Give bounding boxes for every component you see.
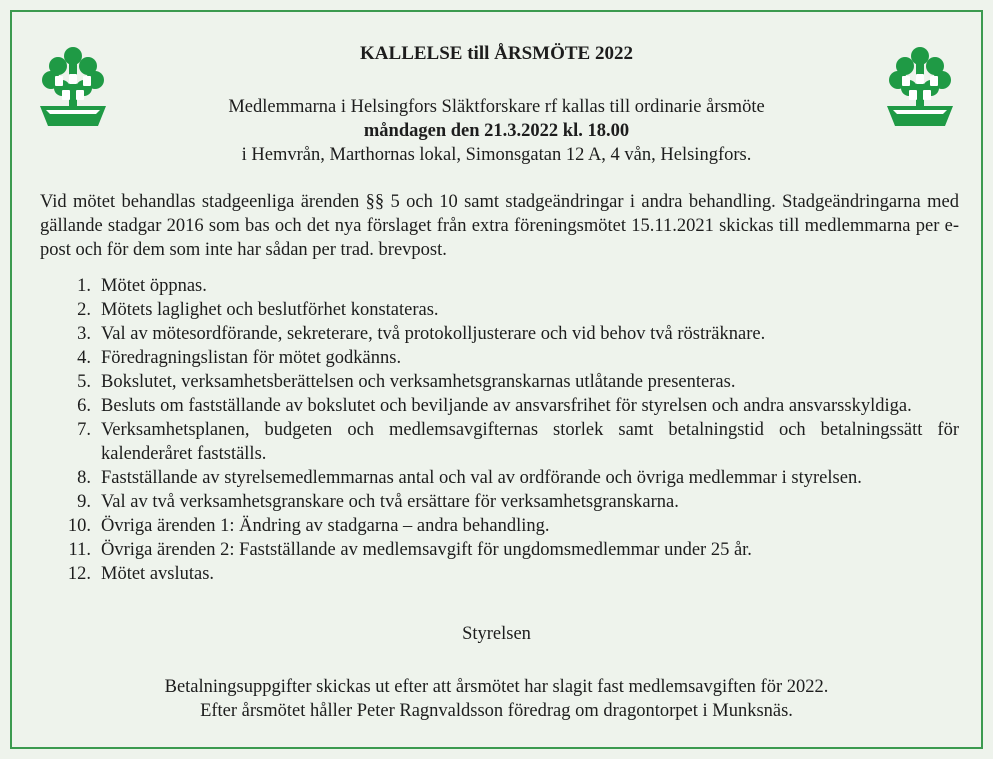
agenda-item — [40, 322, 959, 346]
agenda-item-number: 4. — [77, 348, 91, 368]
agenda-item-text: Mötet öppnas. — [101, 276, 207, 296]
intro-line: Medlemmarna i Helsingfors Släktforskare rf kallas till ordinarie årsmöte — [228, 97, 765, 117]
agenda-item-number: 5. — [77, 372, 91, 392]
agenda-item-number: 7. — [77, 420, 91, 440]
agenda-item — [40, 562, 959, 586]
meeting-location: i Hemvrån, Marthornas lokal, Simonsgatan 12 A, 4 vån, Helsingfors. — [241, 145, 752, 165]
lecture-note: Efter årsmötet håller Peter Ragnvaldsson föredrag om dragontorpet i Munksnäs. — [200, 701, 793, 721]
agenda-item — [40, 538, 959, 562]
agenda-item — [40, 370, 959, 394]
agenda-item-text: Mötets laglighet och beslutförhet konstateras. — [101, 300, 439, 320]
agenda-item-number: 1. — [77, 276, 91, 296]
agenda-item-number: 11. — [68, 540, 91, 560]
agenda-item-text: Övriga ärenden 1: Ändring av stadgarna – andra behandling. — [101, 516, 550, 536]
agenda-item-text: Övriga ärenden 2: Fastställande av medlemsavgift för ungdomsmedlemmar under 25 år. — [101, 540, 752, 560]
agenda-item — [40, 394, 959, 418]
footer-notes — [12, 675, 981, 723]
agenda-item-text: Fastställande av styrelsemedlemmarnas antal och val av ordförande och övriga medlemmar i styrelsen. — [101, 468, 862, 488]
agenda-item-number: 3. — [77, 324, 91, 344]
signature: Styrelsen — [462, 624, 531, 644]
agenda-item — [40, 466, 959, 490]
agenda-item-number: 2. — [77, 300, 91, 320]
agenda-item-number: 12. — [67, 564, 91, 584]
agenda-item — [40, 346, 959, 370]
notice-frame — [10, 10, 983, 749]
agenda-item-text: Bokslutet, verksamhetsberättelsen och verksamhetsgranskarnas utlåtande presenteras. — [101, 372, 736, 392]
meeting-date: måndagen den 21.3.2022 kl. 18.00 — [363, 121, 630, 141]
agenda-item — [40, 418, 959, 466]
meeting-intro — [12, 95, 981, 167]
agenda-description: Vid mötet behandlas stadgeenliga ärenden §§ 5 och 10 samt stadgeändringar i andra behandling. Stadgeändringarna med gällande stadgar 2016 som bas och det nya förslaget från extra föreningsmötet 15.11.2021 skickas till medlemmarna per e-post och för dem som inte har sådan per trad. brevpost. — [40, 192, 959, 260]
agenda-item — [40, 490, 959, 514]
agenda-item-text: Mötet avslutas. — [101, 564, 215, 584]
agenda-item — [40, 274, 959, 298]
agenda-item-number: 9. — [77, 492, 91, 512]
agenda-item-text: Besluts om fastställande av bokslutet och beviljande av ansvarsfrihet för styrelsen och andra ansvarsskyldiga. — [101, 396, 912, 416]
agenda-list — [40, 274, 959, 586]
agenda-item-number: 8. — [77, 468, 91, 488]
agenda-item-number: 6. — [77, 396, 91, 416]
agenda-item — [40, 298, 959, 322]
agenda-item-text: Verksamhetsplanen, budgeten och medlemsavgifternas storlek samt betalningstid och betalningssätt för kalenderåret fastställs. — [101, 420, 959, 464]
agenda-item-text: Föredragningslistan för mötet godkänns. — [101, 348, 402, 368]
agenda-item — [40, 514, 959, 538]
notice-title: KALLELSE till ÅRSMÖTE 2022 — [360, 43, 633, 64]
agenda-item-number: 10. — [67, 516, 91, 536]
agenda-item-text: Val av två verksamhetsgranskare och två ersättare för verksamhetsgranskarna. — [101, 492, 679, 512]
payment-note: Betalningsuppgifter skickas ut efter att årsmötet har slagit fast medlemsavgiften för 2022. — [164, 677, 829, 697]
agenda-item-text: Val av mötesordförande, sekreterare, två protokolljusterare och vid behov två rösträknare. — [101, 324, 766, 344]
